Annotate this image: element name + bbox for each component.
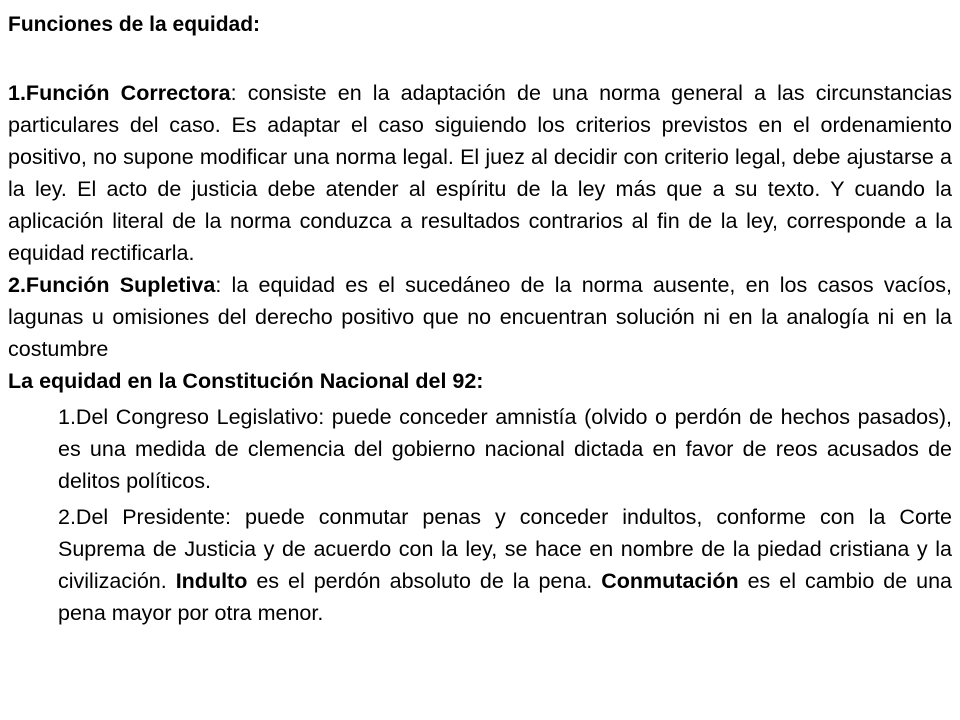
text-presidente-b: es el perdón absoluto de la pena. (247, 569, 602, 593)
term-indulto: Indulto (175, 569, 248, 593)
subparagraph-presidente (8, 501, 952, 629)
heading-supletiva: 2.Función Supletiva (8, 273, 216, 297)
subparagraph-congreso (8, 401, 952, 497)
text-correctora: : consiste en la adaptación de una norma general a las circunstancias particulares del caso. Es adaptar el caso siguiendo los criterios previstos en el ordenamiento positivo, no supone modificar una norma legal. El juez al decidir con criterio legal, debe ajustarse a la ley. El acto de justicia debe atender al espíritu de la ley más que a su texto. Y cuando la aplicación literal de la norma conduzca a resultados contrarios al fin de la ley, corresponde a la equidad rectificarla. (8, 81, 952, 265)
heading-correctora: 1.Función Correctora (8, 81, 231, 105)
paragraph-correctora (8, 77, 952, 269)
text-supletiva: : la equidad es el sucedáneo de la norma ausente, en los casos vacíos, lagunas u omisiones del derecho positivo que no encuentran solución ni en la analogía ni en la costumbre (8, 273, 952, 361)
spacer (8, 39, 952, 77)
paragraph-supletiva (8, 269, 952, 365)
section-title-constitucion: La equidad en la Constitución Nacional del 92: (8, 369, 484, 393)
text-congreso: 1.Del Congreso Legislativo: puede conceder amnistía (olvido o perdón de hechos pasados), es una medida de clemencia del gobierno nacional dictada en favor de reos acusados de delitos políticos. (58, 405, 952, 493)
text-presidente-a: 2.Del Presidente: puede conmutar penas y conceder indultos, conforme con la Corte Suprema de Justicia y de acuerdo con la ley, se hace en nombre de la piedad cristiana y la civilización. (58, 505, 952, 593)
term-conmutacion: Conmutación (601, 569, 739, 593)
page-title: Funciones de la equidad: (8, 13, 261, 36)
text-presidente-c: es el cambio de una pena mayor por otra menor. (58, 569, 953, 625)
slide-content (8, 8, 952, 629)
